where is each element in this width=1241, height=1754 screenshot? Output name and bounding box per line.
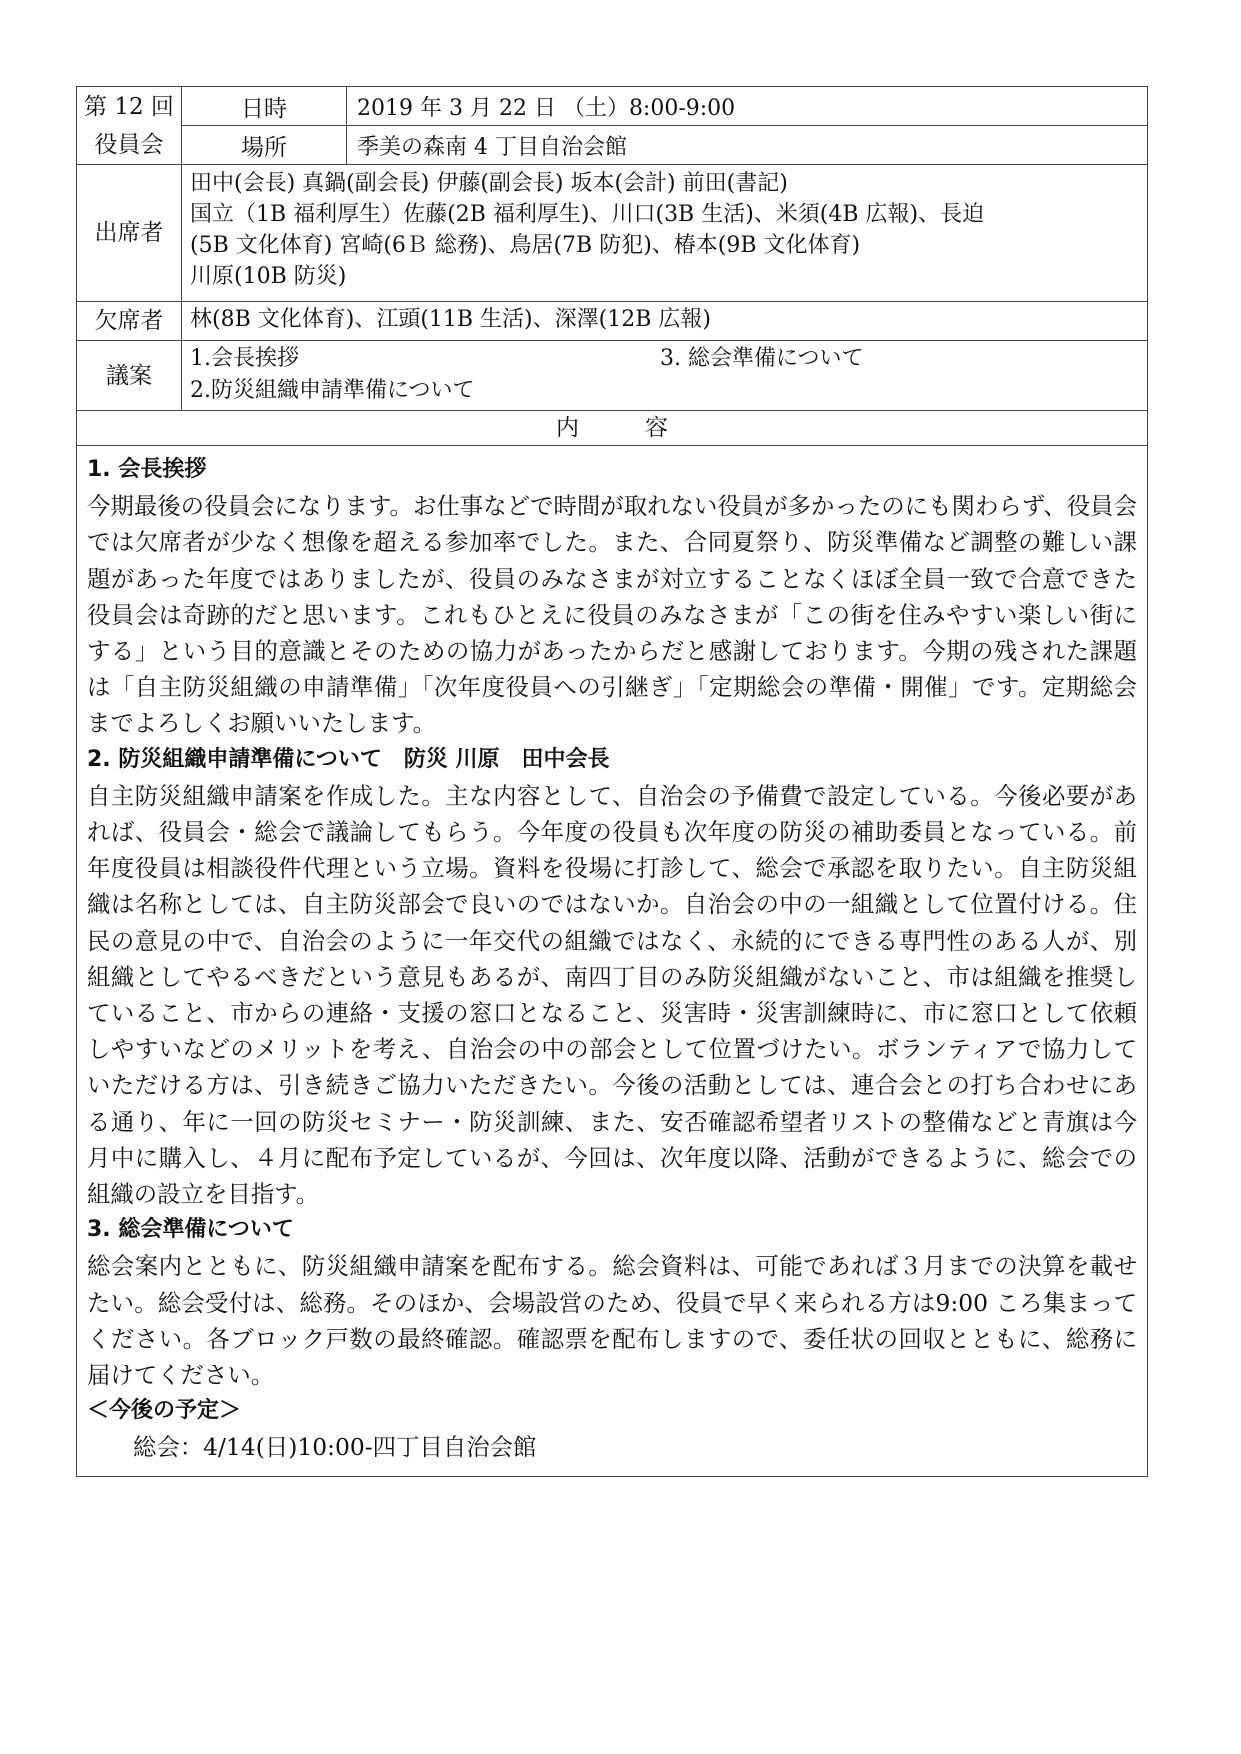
absentees-label: 欠席者 [77, 302, 182, 340]
agenda-item: 1.会長挨拶 [190, 346, 299, 371]
section-text: 自主防災組織申請案を作成した。主な内容として、自治会の予備費で設定している。今後必要があれば、役員会・総会で議論してもらう。今年度の役員も次年度の防災の補助委員となっている。前年度役員は相談役件代理という立場。資料を役場に打診して、総会で承認を取りたい。自主防災組織は名称としては、自主防災部会で良いのではないか。自治会の中の一組織として位置付ける。住民の意見の中で、自治会のように一年交代の組織ではなく、永続的にできる専門性のある人が、別組織としてやるべきだという意見もあるが、南四丁目のみ防災組織がないこと、市は組織を推奨していること、市からの連絡・支援の窓口となること、災害時・災害訓練時に、市に窓口として依頼しやすいなどのメリットを考え、自治会の中の部会として位置づけたい。ボランティアで協力していただける方は、引き続きご協力いただきたい。今後の活動としては、連合会との打ち合わせにある通り、年に一回の防災セミナー・防災訓練、また、安否確認希望者リストの整備などと青旗は今月中に購入し、４月に配布予定しているが、今回は、次年度以降、活動ができるように、総会での組織の設立を目指す。 [87, 781, 1137, 1209]
minutes-body [77, 446, 1147, 1476]
datetime-row [182, 87, 1147, 126]
attendees-row [77, 165, 1147, 302]
place-value: 季美の森南 4 丁目自治会館 [357, 134, 627, 160]
attendees-line: 国立（1B 福利厚生）佐藤(2B 福利厚生)、川口(3B 生活)、米須(4B 広報)、長迫 [190, 202, 985, 227]
section-heading: 1. 会長挨拶 [87, 457, 207, 482]
attendees-list [182, 165, 1147, 301]
attendees-label: 出席者 [77, 165, 182, 301]
agenda-item: 3. 総会準備について [660, 346, 864, 371]
section-text: 総会案内とともに、防災組織申請案を配布する。総会資料は、可能であれば３月までの決算を載せたい。総会受付は、総務。そのほか、会場設営のため、役員で早く来られる方は9:00 ころ集まってください。各ブロック戸数の最終確認。確認票を配布しますので、委任状の回収とともに、総務に届けてください。 [87, 1252, 1137, 1390]
agenda-item: 2.防災組織申請準備について [190, 377, 475, 403]
meeting-info-row [77, 87, 1147, 165]
minutes-document [76, 86, 1148, 1477]
meeting-number: 第 12 回 [84, 93, 174, 120]
schedule-heading: ＜今後の予定＞ [87, 1398, 242, 1424]
agenda-row [77, 341, 1147, 411]
meeting-type: 役員会 [94, 131, 164, 158]
meeting-number-cell [77, 87, 182, 164]
attendees-line: (5B 文化体育) 宮崎(6Ｂ 総務)、鳥居(7B 防犯)、椿本(9B 文化体育) [190, 233, 861, 258]
place-row [182, 126, 1147, 164]
agenda-items [182, 341, 1147, 410]
content-header: 内容 [77, 411, 1147, 446]
attendees-line: 川原(10B 防災) [190, 264, 347, 289]
datetime-value: 2019 年 3 月 22 日 （土）8:00-9:00 [357, 95, 736, 121]
meeting-details [182, 87, 1147, 164]
place-label: 場所 [182, 126, 347, 164]
schedule-item: 総会：4/14(日)10:00-四丁目自治会館 [133, 1433, 537, 1462]
section-heading: 3. 総会準備について [87, 1217, 294, 1243]
section-heading: 2. 防災組織申請準備について 防災 川原 田中会長 [87, 746, 610, 772]
attendees-line: 田中(会長) 真鍋(副会長) 伊藤(副会長) 坂本(会計) 前田(書記) [190, 171, 788, 196]
section-text: 今期最後の役員会になります。お仕事などで時間が取れない役員が多かったのにも関わらず、役員会では欠席者が少なく想像を超える参加率でした。また、合同夏祭り、防災準備など調整の難しい課題があった年度ではありましたが、役員のみなさまが対立することなくほぼ全員一致で合意できた役員会は奇跡的だと思います。これもひとえに役員のみなさまが「この街を住みやすい楽しい街にする」という目的意識とそのための協力があったからだと感謝しております。今期の残された課題は「自主防災組織の申請準備」「次年度役員への引継ぎ」「定期総会の準備・開催」です。定期総会までよろしくお願いいたします。 [87, 492, 1137, 738]
agenda-label: 議案 [77, 341, 182, 410]
absentees-row [77, 302, 1147, 341]
datetime-label: 日時 [182, 87, 347, 125]
absentees-list: 林(8B 文化体育)、江頭(11B 生活)、深澤(12B 広報) [190, 307, 711, 332]
